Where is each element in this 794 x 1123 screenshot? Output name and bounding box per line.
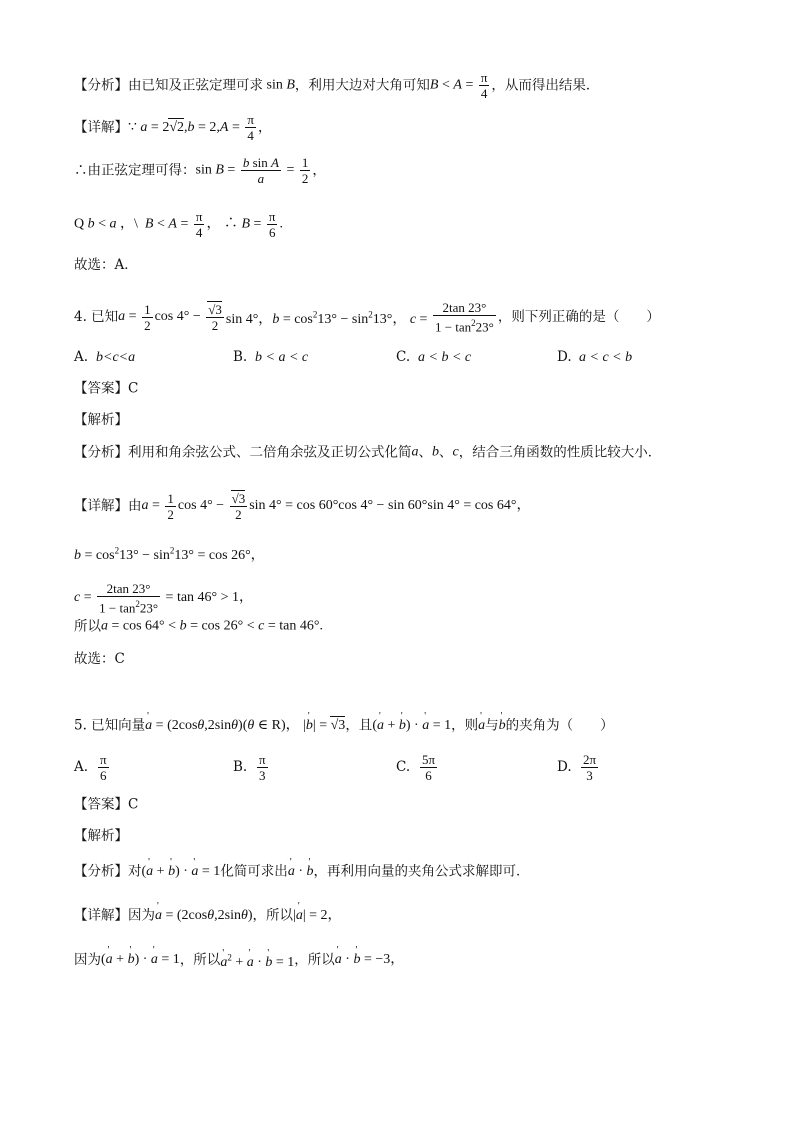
q5-choice-c[interactable] (396, 752, 439, 783)
choice-num: π (259, 752, 266, 767)
detail-tag: 【详解】 (74, 119, 128, 136)
analysis-text: 由已知及正弦定理可求 (128, 77, 263, 94)
detail-tag: 【详解】 (74, 907, 128, 924)
analysis-text: ，结合三角函数的性质比较大小． (458, 444, 662, 461)
analysis-text: 对 (128, 863, 142, 880)
q5-stem: 5. 已知向量' a = (2cosθ,2sinθ)(θ ∈ R)， |' b| = √3，且(' a + ' b) · ' a = 1，则' a与' b的夹角为（ ） (74, 716, 614, 735)
q4-answer (74, 379, 138, 398)
analysis-tag: 【分析】 (74, 77, 128, 94)
question-number: 4. 已知 (74, 309, 119, 326)
q4-stem: 4. 已知a = $\frac{1}{2}$ cos 4° − $\frac{√3}{2}$ sin 4°，$b = \cos^213^\circ - \sin^213^\circ$， c = $\frac{2\tan 23^\circ}{1 - \tan^223^\circ}$ ，则下列正确的是（ ） (74, 300, 660, 335)
q4-conclusion: 故选：C (74, 651, 125, 667)
fraction: $\frac{1}{2}$ (301, 155, 309, 186)
q4-detail-c: c = $\frac{2\tan 23^\circ}{1 - \tan^223^\circ}$ = tan 46° > 1， (74, 581, 254, 616)
q3-sine-rule-line: ∴由正弦定理可得：sin B = $\frac{\text{b sin A}}{a}$ = $\frac{1}{2}$ ， (74, 155, 326, 186)
choice-den: 3 (586, 768, 593, 783)
analysis-text: ，利用大边对大角可知 (294, 77, 430, 94)
fraction (420, 752, 437, 783)
q4-solution-tag: 【解析】 (74, 412, 128, 428)
q4-choice-d[interactable] (557, 348, 632, 367)
question-text: ，则下列正确的是（ ） (497, 309, 660, 326)
q5-answer (74, 795, 138, 814)
choice-label: A. (74, 759, 89, 775)
choice-num: π (100, 752, 107, 767)
choice-text: a < b < c (418, 350, 472, 365)
choice-text: b<c<a (96, 350, 136, 365)
choice-den: 3 (259, 768, 266, 783)
detail-text: ∴由正弦定理可得： (74, 162, 196, 179)
choice-den: 6 (100, 768, 107, 783)
answer-value: C (128, 796, 139, 813)
answer-value: C (128, 380, 139, 397)
question-text: 的夹角为（ ） (505, 717, 614, 734)
analysis-tag: 【分析】 (74, 444, 128, 461)
question-text: ，且 (345, 717, 373, 734)
analysis-text: 利用和角余弦公式、二倍角余弦及正切公式化简 (128, 444, 412, 461)
fraction: $\frac{\pi}{4}$ (195, 209, 203, 240)
fraction: $\frac{\pi}{6}$ (268, 209, 276, 240)
choice-den: 6 (425, 768, 432, 783)
detail-text: ，所以 (252, 907, 294, 924)
q4-detail-compare: 所以a = cos 64° < b = cos 26° < c = tan 46°. (74, 618, 323, 635)
detail-text: 由 (128, 498, 142, 514)
q4-choice-b[interactable] (233, 348, 308, 367)
choice-label: D. (557, 759, 572, 775)
fraction: $\frac{1}{2}$ (144, 301, 151, 333)
fraction: $\frac{\text{b sin A}}{a}$ (242, 155, 279, 186)
q3-result-line: Q b < a ，\ B < A = $\frac{\pi}{4}$ ， ∴ B = $\frac{\pi}{6}$ . (74, 209, 283, 240)
fraction (257, 752, 268, 783)
fraction (98, 752, 109, 783)
q5-choice-a[interactable] (74, 752, 111, 783)
q3-detail-line: 【详解】∵ a = 2√2,b = 2,A = $\frac{\pi}{4}$ ， (74, 112, 272, 143)
choice-label: C. (396, 349, 411, 365)
q5-detail-b: 因为(' a + ' b) · ' a = 1，所以' $a^2$ + ' a · ' b = 1，所以' a · ' b = −3， (74, 948, 404, 972)
fraction: $\frac{√3}{2}$ (231, 491, 246, 522)
choice-label: B. (233, 759, 248, 775)
q3-conclusion: 故选：A． (74, 257, 138, 273)
q4-detail-b: $b = \cos^213^\circ - \sin^213^\circ = \cos 26^\circ$， (74, 545, 265, 563)
q5-choice-b[interactable] (233, 752, 270, 783)
choice-label: D. (557, 349, 572, 365)
detail-tag: 【详解】 (74, 498, 128, 514)
analysis-text: ，再利用向量的夹角公式求解即可． (313, 863, 530, 880)
answer-tag: 【答案】 (74, 796, 128, 813)
choice-text: b < a < c (255, 350, 309, 365)
q4-detail-a: 【详解】由a = $\frac{1}{2}$ cos 4° − $\frac{√3}{2}$ sin 4° = cos 60°cos 4° − sin 60°sin 4° = cos 64°， (74, 490, 531, 522)
detail-text: ，所以 (294, 951, 335, 968)
fraction (581, 752, 598, 783)
choice-num: 5π (422, 752, 436, 767)
fraction: $\frac{1}{2}$ (167, 490, 174, 522)
q5-choice-d[interactable] (557, 752, 600, 783)
question-number: 5. 已知向量 (74, 717, 146, 734)
fraction: $\frac{\pi}{4}$ (247, 112, 254, 143)
analysis-text: 化简可求出 (220, 863, 288, 880)
fraction: $\frac{√3}{2}$ (208, 302, 222, 334)
fraction: $\frac{2\tan 23^\circ}{1 - \tan^223^\circ}$ (434, 300, 494, 335)
q5-solution-tag: 【解析】 (74, 828, 128, 844)
analysis-tag: 【分析】 (74, 863, 128, 880)
choice-num: 2π (583, 752, 597, 767)
fraction: $\frac{2\tan 23^\circ}{1 - \tan^223^\circ}$ (99, 581, 159, 616)
choice-text: a < c < b (579, 350, 633, 365)
choice-label: B. (233, 349, 248, 365)
q4-choice-a[interactable] (74, 348, 135, 367)
choice-label: A. (74, 349, 89, 365)
detail-text: 所以 (74, 618, 101, 635)
detail-text: 因为 (74, 951, 101, 968)
detail-text: ，所以 (179, 951, 221, 968)
fraction: $\frac{\pi}{4}$ (480, 70, 488, 101)
q3-analysis-line: 【分析】由已知及正弦定理可求 sin B，利用大边对大角可知B < A = $\frac{\pi}{4}$ ，从而得出结果． (74, 70, 600, 101)
answer-tag: 【答案】 (74, 380, 128, 397)
choice-label: C. (396, 759, 411, 775)
q4-choice-c[interactable] (396, 348, 471, 367)
analysis-text: ，从而得出结果． (491, 77, 600, 94)
q5-detail-a: 【详解】因为' a = (2cosθ,2sinθ)，所以|' a| = 2， (74, 906, 342, 925)
q4-analysis: 【分析】利用和角余弦公式、二倍角余弦及正切公式化简a、b、c，结合三角函数的性质比较大小． (74, 444, 662, 461)
detail-text: 因为 (128, 907, 155, 924)
q5-analysis: 【分析】对(' a + ' b) · ' a = 1化简可求出' a · ' b，再利用向量的夹角公式求解即可． (74, 862, 529, 881)
